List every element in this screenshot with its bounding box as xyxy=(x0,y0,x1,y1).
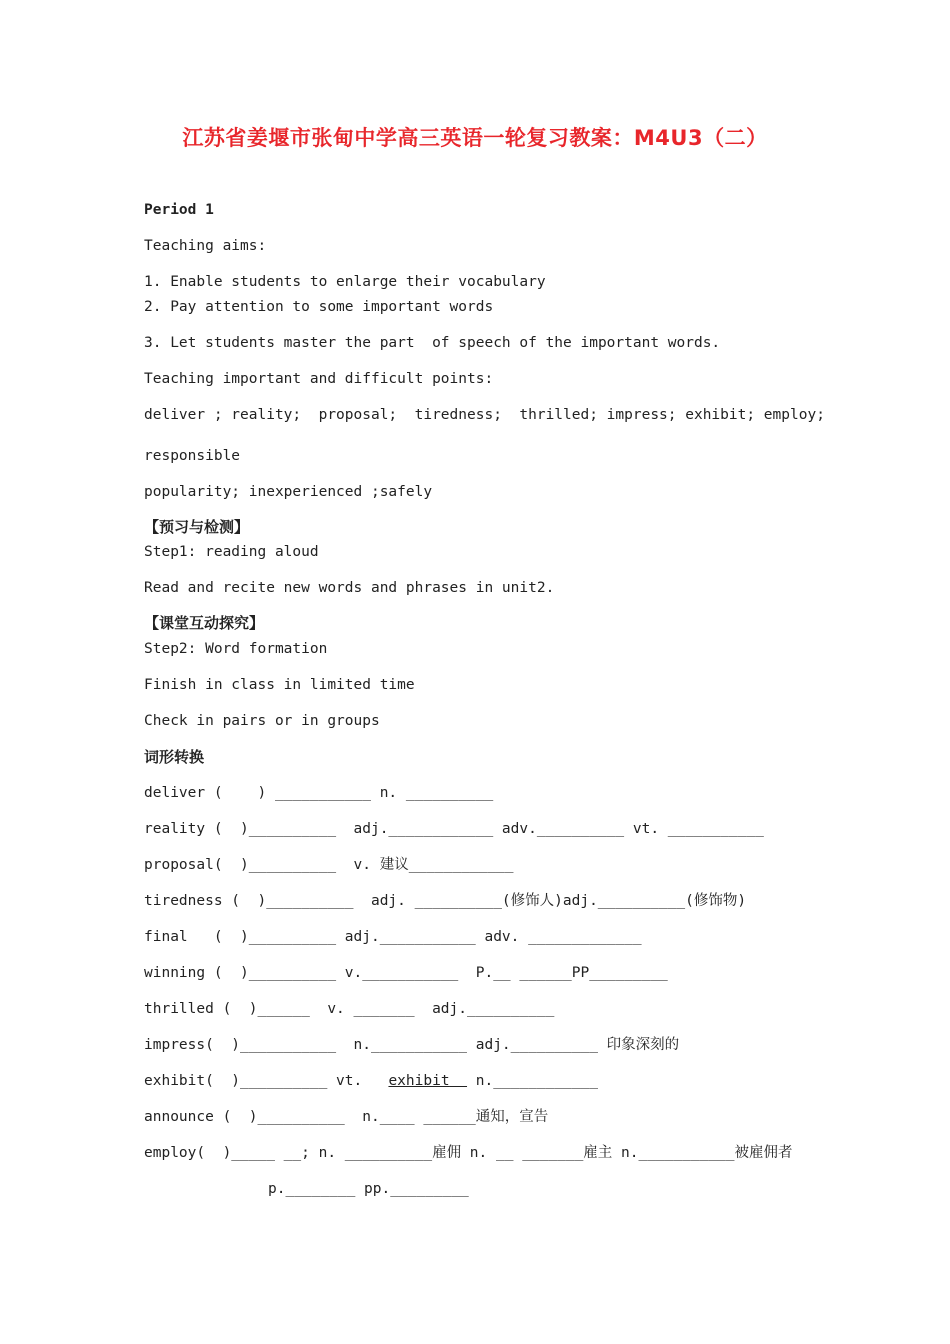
step1-heading: Step1: reading aloud xyxy=(144,544,319,560)
points-line-2: responsible xyxy=(144,448,241,464)
exercise-final: final ( )__________ adj.___________ adv. _____________ xyxy=(144,929,642,945)
exercise-employ-forms: p.________ pp._________ xyxy=(268,1181,469,1197)
exercise-announce: announce ( )__________ n.____ ______通知，宣告 xyxy=(144,1109,549,1125)
points-line-3: popularity; inexperienced ;safely xyxy=(144,484,433,500)
aim-2: 2. Pay attention to some important words xyxy=(144,299,494,315)
aim-3: 3. Let students master the part of speech of the important words. xyxy=(144,335,721,351)
exhibit-tail: n.____________ xyxy=(467,1073,598,1089)
step1-text: Read and recite new words and phrases in unit2. xyxy=(144,580,555,596)
exercise-winning: winning ( )__________ v.___________ P.__ ______PP_________ xyxy=(144,965,668,981)
exercise-reality: reality ( )__________ adj.____________ adv.__________ vt. ___________ xyxy=(144,821,764,837)
exercise-impress: impress( )___________ n.___________ adj.__________ 印象深刻的 xyxy=(144,1037,680,1053)
points-label: Teaching important and difficult points: xyxy=(144,371,494,387)
section-word-formation-heading: 词形转换 xyxy=(144,748,205,766)
section-interactive-heading: 【课堂互动探究】 xyxy=(144,614,265,632)
exercise-tiredness: tiredness ( )__________ adj. __________(修饰人)adj.__________(修饰物) xyxy=(144,893,747,909)
step2-line-1: Finish in class in limited time xyxy=(144,677,415,693)
section-preview-heading: 【预习与检测】 xyxy=(144,518,250,536)
exercise-exhibit-prompt: exhibit( )__________ vt. xyxy=(144,1073,363,1089)
aim-1: 1. Enable students to enlarge their vocabulary xyxy=(144,274,546,290)
exercise-proposal: proposal( )__________ v. 建议____________ xyxy=(144,857,514,873)
points-line-1: deliver ; reality; proposal; tiredness; thrilled; impress; exhibit; employ; xyxy=(144,407,825,423)
aims-label: Teaching aims: xyxy=(144,238,267,254)
exercise-thrilled: thrilled ( )______ v. _______ adj.__________ xyxy=(144,1001,555,1017)
step2-heading: Step2: Word formation xyxy=(144,641,328,657)
exhibit-answer: exhibit xyxy=(388,1073,450,1089)
document-title: 江苏省姜堰市张甸中学高三英语一轮复习教案：M4U3（二） xyxy=(182,126,768,150)
exercise-deliver: deliver ( ) ___________ n. __________ xyxy=(144,785,494,801)
exercise-employ: employ( )_____ __; n. __________雇佣 n. __ _______雇主 n.___________被雇佣者 xyxy=(144,1145,793,1161)
period-heading: Period 1 xyxy=(144,202,214,218)
step2-line-2: Check in pairs or in groups xyxy=(144,713,380,729)
exercise-exhibit xyxy=(144,1071,598,1091)
